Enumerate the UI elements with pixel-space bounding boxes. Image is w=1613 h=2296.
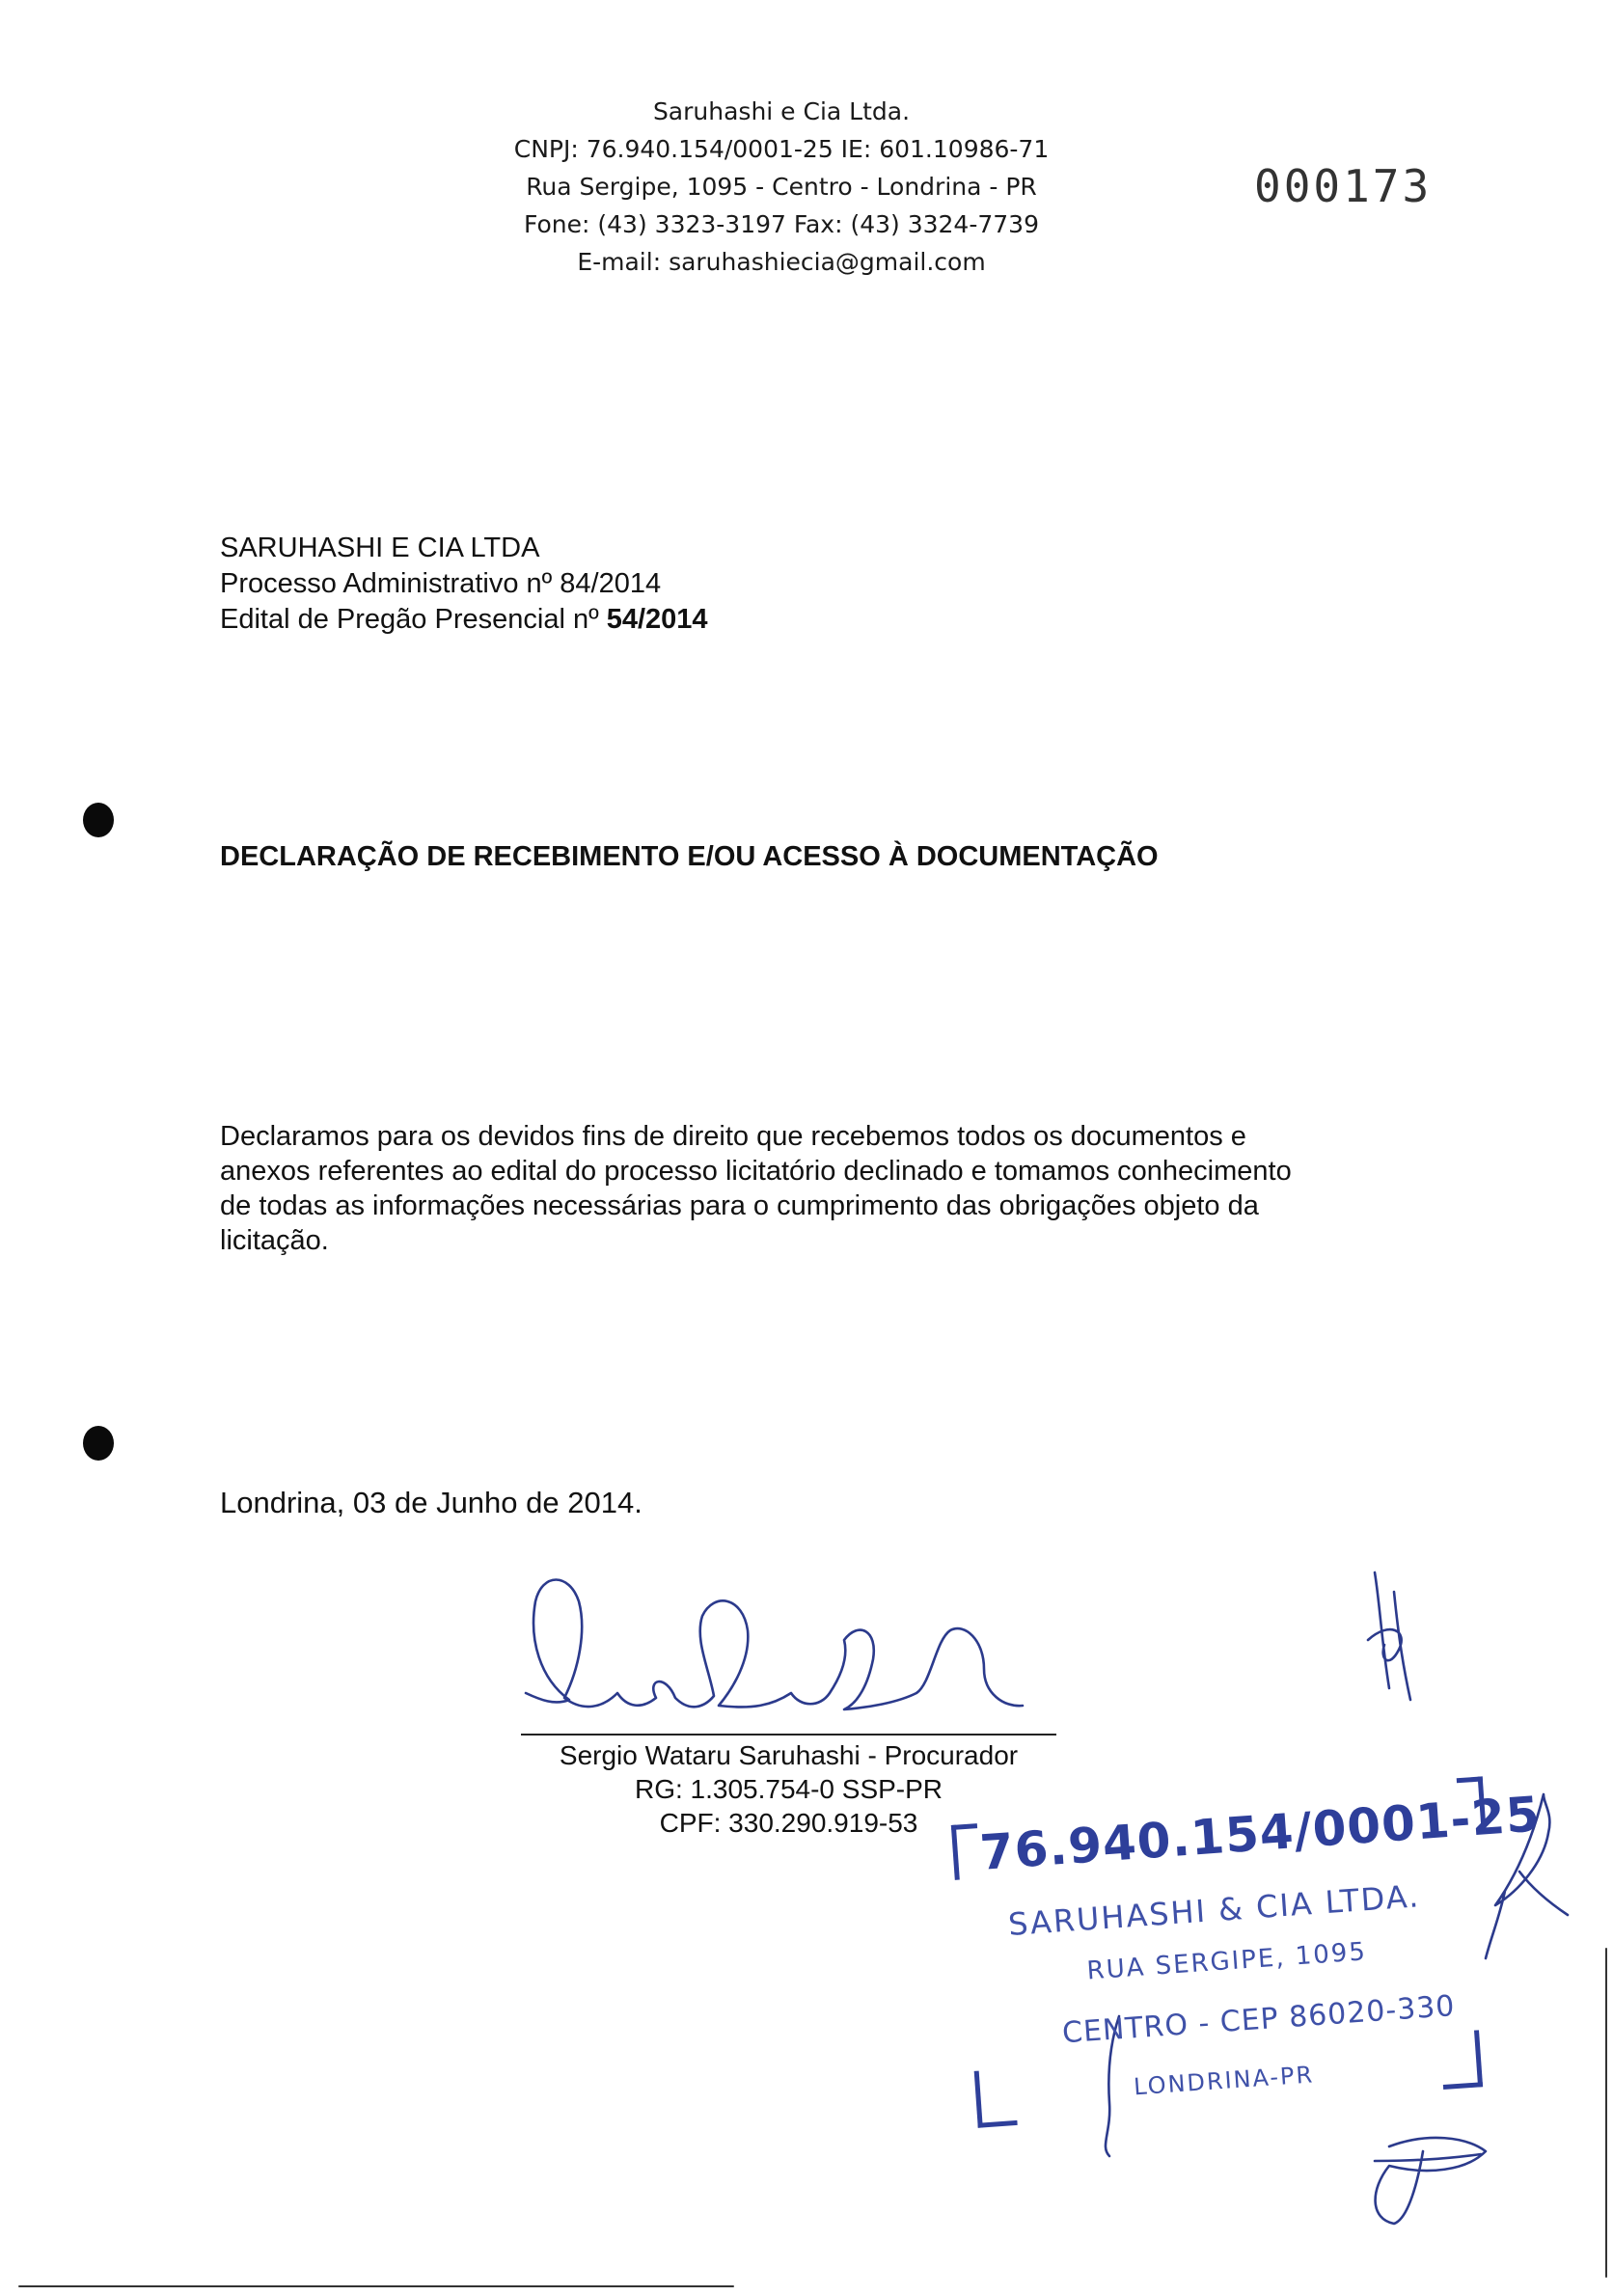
signature-line — [521, 1734, 1056, 1736]
stamp-cep: CENTRO - CEP 86020-330 — [1060, 1989, 1457, 2051]
stamp-address: RUA SERGIPE, 1095 — [1085, 1937, 1368, 1986]
letterhead-email: E-mail: saruhashiecia@gmail.com — [577, 248, 986, 276]
stamp-city: LONDRINA-PR — [1133, 2061, 1316, 2101]
initials-mark — [1368, 1572, 1410, 1700]
header-company: SARUHASHI E CIA LTDA — [220, 533, 540, 563]
stamp-bracket-bottom-right — [1439, 2030, 1483, 2090]
stamp-company-name: SARUHASHI & CIA LTDA. — [1006, 1877, 1422, 1944]
letterhead-registry: CNPJ: 76.940.154/0001-25 IE: 601.10986-71 — [513, 135, 1050, 163]
stamp-signature-bottom — [1375, 2138, 1486, 2224]
place-date: Londrina, 03 de Junho de 2014. — [220, 1486, 642, 1519]
letterhead-phones: Fone: (43) 3323-3197 Fax: (43) 3324-7739 — [524, 210, 1039, 238]
declaration-body-line: Declaramos para os devidos fins de direito que recebemos todos os documentos e — [220, 1121, 1246, 1152]
company-stamp — [950, 1776, 1543, 2131]
letterhead-company: Saruhashi e Cia Ltda. — [652, 97, 911, 125]
header-edital-prefix: Edital de Pregão Presencial nº — [220, 604, 607, 635]
declaration-body-line: anexos referentes ao edital do processo licitatório declinado e tomamos conhecimento — [220, 1156, 1292, 1187]
stamp-bracket-bottom-left — [974, 2068, 1018, 2128]
stamp-cnpj: 76.940.154/0001-25 — [977, 1786, 1543, 1881]
declaration-title: DECLARAÇÃO DE RECEBIMENTO E/OU ACESSO À DOCUMENTAÇÃO — [220, 841, 1159, 872]
header-edital-number: 54/2014 — [606, 604, 708, 635]
letterhead-address: Rua Sergipe, 1095 - Centro - Londrina - PR — [526, 173, 1037, 201]
signer-cpf: CPF: 330.290.919-53 — [659, 1808, 918, 1838]
signer-name: Sergio Wataru Saruhashi - Procurador — [559, 1740, 1019, 1770]
declaration-body-line: de todas as informações necessárias para o cumprimento das obrigações objeto da — [220, 1190, 1259, 1221]
declaration-body-line: licitação. — [220, 1225, 329, 1256]
signer-rg: RG: 1.305.754-0 SSP-PR — [634, 1774, 943, 1804]
stamp-bracket-top-left — [951, 1823, 981, 1880]
header-process: Processo Administrativo nº 84/2014 — [220, 568, 662, 599]
signature-scribble — [526, 1580, 1023, 1710]
page-number-stamp: 000173 — [1254, 160, 1433, 212]
